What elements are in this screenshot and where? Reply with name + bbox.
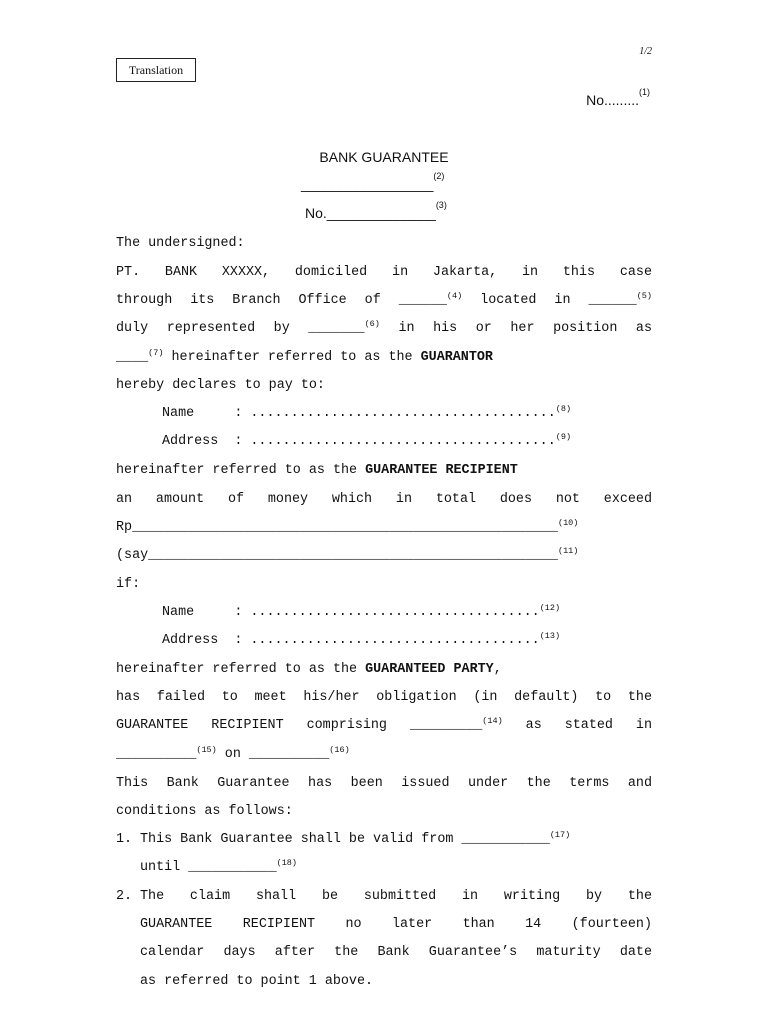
item-1-line-2: until ___________$^{(18)}$ (140, 858, 298, 875)
bank-line: PT. BANK XXXXX, domiciled in Jakarta, in this case (116, 265, 652, 280)
document-title: BANK GUARANTEE (319, 149, 449, 165)
branch-office-line: through its Branch Office of ______$^{(4)}$ located in ______$^{(5)}$ (116, 291, 652, 308)
say-amount-line: (say___________________________________________________$^{(11)}$ (116, 546, 579, 563)
declares-line: hereby declares to pay to: (116, 378, 325, 393)
party-address-field: Address : ....................................$^{(13)}$ (162, 631, 561, 648)
guarantor-line: ____$^{(7)}$ hereinafter referred to as the GUARANTOR (116, 348, 493, 365)
comprising-line: GUARANTEE RECIPIENT comprising _________$^{(14)}$ as stated in (116, 716, 652, 733)
item-2-line-3: calendar days after the Bank Guarantee’s maturity date (140, 945, 652, 960)
default-line: has failed to meet his/her obligation (in default) to the (116, 690, 652, 705)
recipient-address-field: Address : ......................................$^{(9)}$ (162, 432, 572, 449)
item-1-number: 1. (116, 832, 133, 847)
guarantee-number: No.........$^{(1)}$ (586, 87, 650, 108)
amount-line: an amount of money which in total does not exceed (116, 492, 652, 507)
item-2-line-2: GUARANTEE RECIPIENT no later than 14 (fourteen) (140, 917, 652, 932)
party-name-field: Name : ....................................$^{(12)}$ (162, 603, 561, 620)
recipient-name-field: Name : ......................................$^{(8)}$ (162, 404, 572, 421)
conditions-line: conditions as follows: (116, 804, 293, 819)
if-line: if: (116, 577, 141, 592)
title-blank-line: _________________$^{(2)}$ (301, 171, 445, 192)
guaranteed-party-line: hereinafter referred to as the GUARANTEED PARTY, (116, 662, 502, 677)
undersigned-line: The undersigned: (116, 236, 245, 251)
recipient-line: hereinafter referred to as the GUARANTEE RECIPIENT (116, 463, 518, 478)
rp-amount-line: Rp_____________________________________________________$^{(10)}$ (116, 518, 579, 535)
guaranteed-party-term: GUARANTEED PARTY (365, 662, 494, 677)
guarantee-recipient-term: GUARANTEE RECIPIENT (365, 463, 518, 478)
stated-on-line: __________$^{(15)}$ on __________$^{(16)}$ (116, 745, 350, 762)
represented-line: duly represented by _______$^{(6)}$ in his or her position as (116, 319, 652, 336)
translation-label-box: Translation (116, 58, 196, 82)
issued-terms-line: This Bank Guarantee has been issued under the terms and (116, 776, 652, 791)
item-2-line-1: The claim shall be submitted in writing by the (140, 889, 652, 904)
item-2-number: 2. (116, 889, 133, 904)
guarantor-term: GUARANTOR (420, 350, 493, 365)
number-blank-line: No.______________$^{(3)}$ (305, 200, 447, 221)
item-1-line-1: This Bank Guarantee shall be valid from ___________$^{(17)}$ (140, 830, 571, 847)
item-2-line-4: as referred to point 1 above. (140, 974, 374, 989)
page-number: 1/2 (639, 46, 652, 57)
